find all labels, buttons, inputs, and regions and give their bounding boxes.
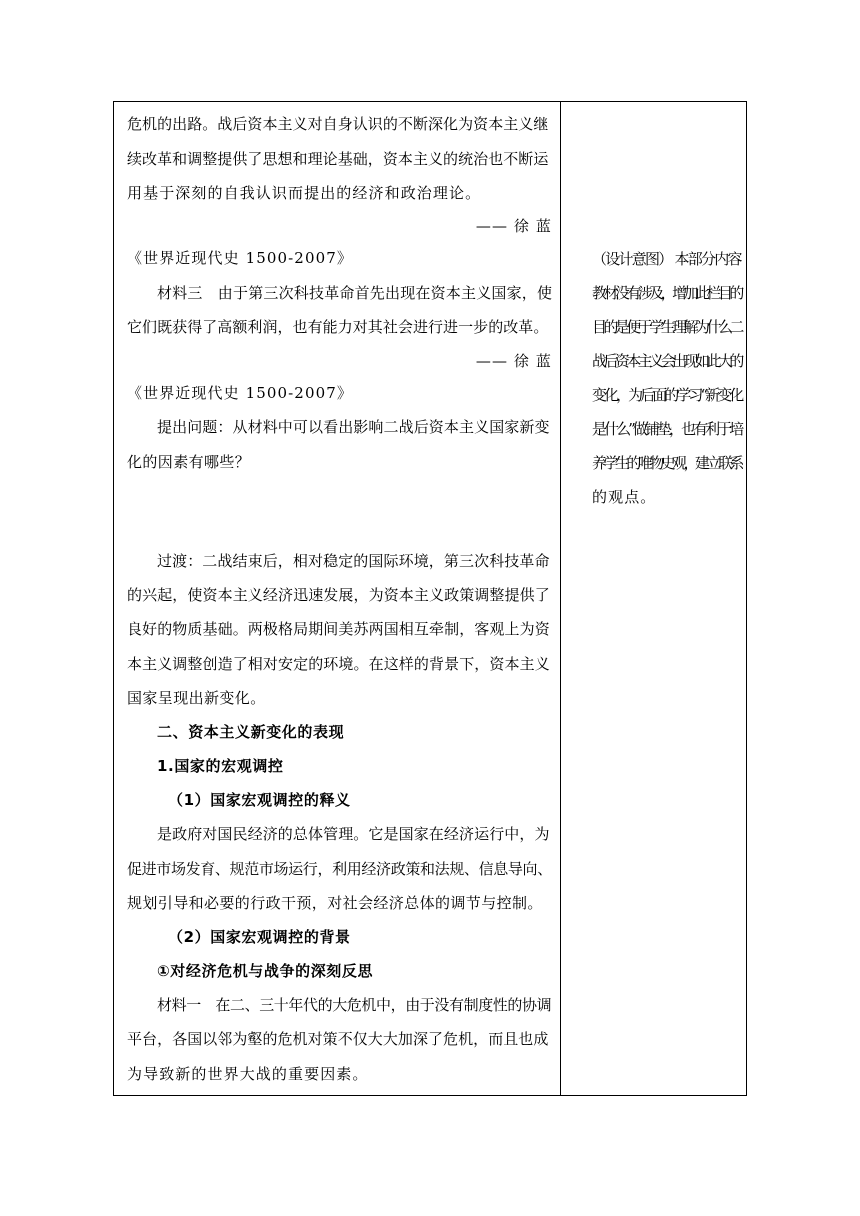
transition-line: 的兴起，使资本主义经济迅速发展，为资本主义政策调整提供了 [127, 586, 550, 604]
design-note-line: 变化，为后面的学习“新变化 [592, 386, 742, 404]
design-note-line: 养学生的唯物史观，建立联系 [592, 454, 741, 472]
column-divider [560, 102, 561, 1095]
text-line: 它们既获得了高额利润，也有能力对其社会进行进一步的改革。 [127, 318, 549, 336]
transition-line: 过渡：二战结束后，相对稳定的国际环境，第三次科技革命 [157, 552, 550, 570]
lesson-plan-table [113, 101, 747, 1096]
question-line: 提出问题：从材料中可以看出影响二战后资本主义国家新变 [157, 418, 550, 436]
text-line: 续改革和调整提供了思想和理论基础，资本主义的统治也不断运 [127, 150, 549, 168]
design-note-line: 战后资本主义会出现如此大的 [592, 352, 741, 370]
definition-line: 促进市场发育、规范市场运行，利用经济政策和法规、信息导向、 [127, 860, 552, 878]
design-note-line: 教材没有涉及，增加此栏目的 [592, 284, 741, 302]
text-line: 平台，各国以邻为壑的危机对策不仅大大加深了危机，而且也成 [127, 1030, 549, 1048]
question-line: 化的因素有哪些？ [127, 453, 251, 471]
text-line: 危机的出路。战后资本主义对自身认识的不断深化为资本主义继 [127, 115, 549, 133]
citation-author: —— 徐 蓝 [475, 217, 552, 235]
definition-line: 规划引导和必要的行政干预，对社会经济总体的调节与控制。 [127, 894, 543, 912]
subsection-heading: ①对经济危机与战争的深刻反思 [157, 962, 374, 980]
design-note-line: 目的是便于学生理解为什么二 [592, 318, 741, 336]
section-heading: 二、资本主义新变化的表现 [157, 723, 345, 741]
citation-book: 《世界近现代史 1500-2007》 [127, 249, 353, 267]
subsection-heading: （1）国家宏观调控的释义 [168, 791, 351, 809]
text-line: 为导致新的世界大战的重要因素。 [127, 1065, 369, 1083]
text-line: 材料三 由于第三次科技革命首先出现在资本主义国家，使 [157, 284, 553, 302]
subsection-heading: 1.国家的宏观调控 [157, 757, 284, 775]
design-note-line: 的观点。 [592, 488, 657, 506]
text-line: 材料一 在二、三十年代的大危机中，由于没有制度性的协调 [157, 996, 552, 1014]
transition-line: 国家呈现出新变化。 [127, 689, 266, 707]
text-line: 用基于深刻的自我认识而提出的经济和政治理论。 [127, 184, 482, 202]
citation-author: —— 徐 蓝 [475, 352, 552, 370]
design-note-line: 是什么”做铺垫，也有利于培 [592, 420, 742, 438]
design-note-line: （设计意图） 本部分内容 [592, 250, 741, 268]
subsection-heading: （2）国家宏观调控的背景 [168, 928, 351, 946]
definition-line: 是政府对国民经济的总体管理。它是国家在经济运行中，为 [157, 825, 550, 843]
transition-line: 本主义调整创造了相对安定的环境。在这样的背景下，资本主义 [127, 655, 550, 673]
transition-line: 良好的物质基础。两极格局期间美苏两国相互牵制，客观上为资 [127, 620, 550, 638]
citation-book: 《世界近现代史 1500-2007》 [127, 384, 353, 402]
